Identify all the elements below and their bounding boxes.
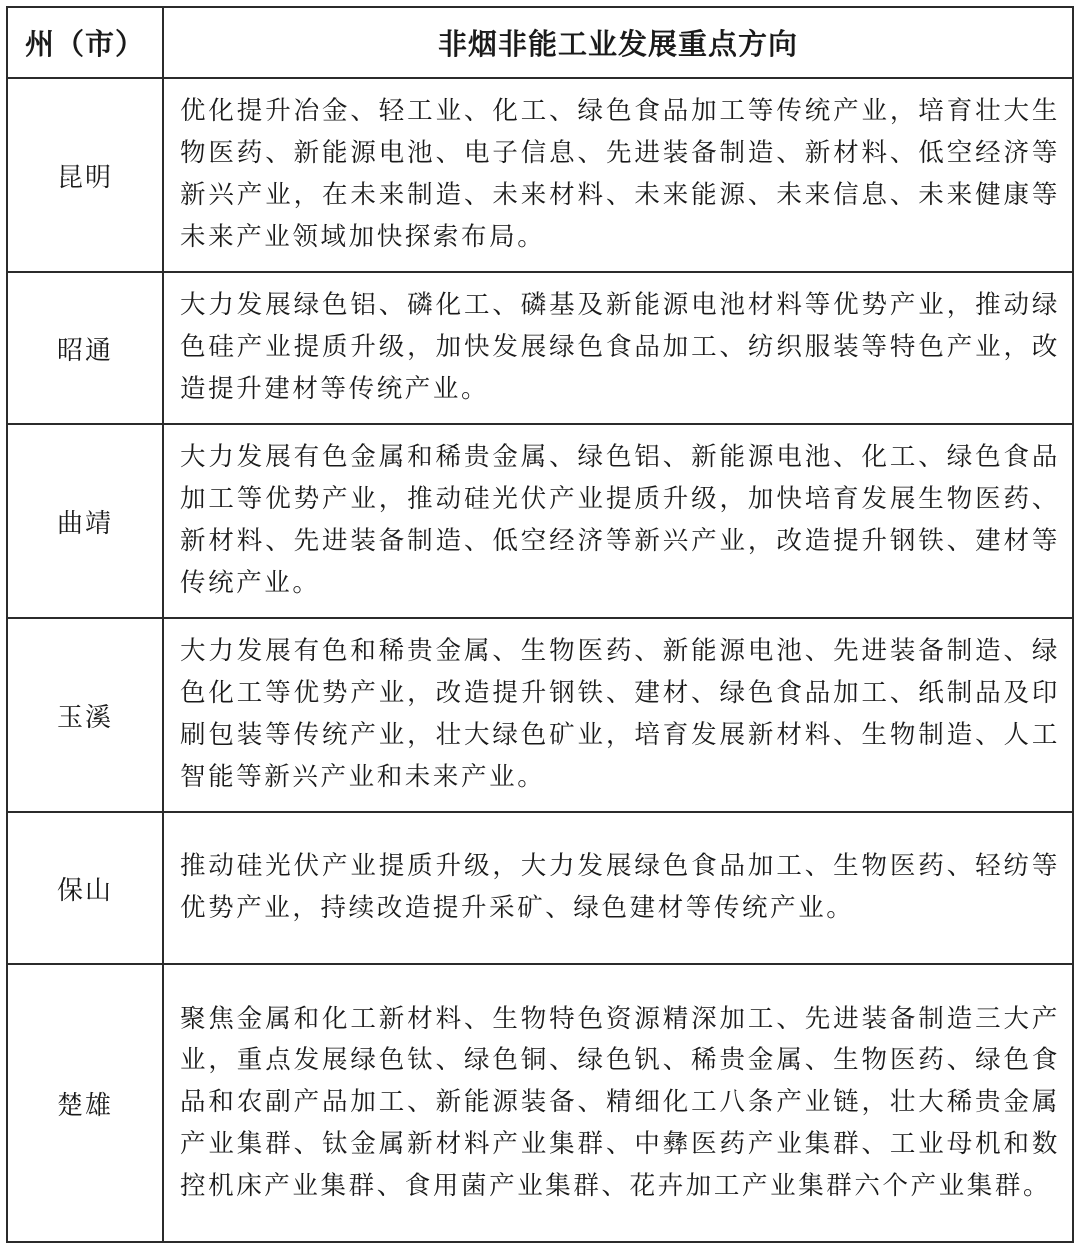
region-cell: 楚雄 bbox=[7, 964, 163, 1242]
header-region: 州（市） bbox=[7, 7, 163, 78]
direction-cell: 大力发展有色金属和稀贵金属、绿色铝、新能源电池、化工、绿色食品加工等优势产业，推动硅光伏产业提质升级，加快培育发展生物医药、新材料、先进装备制造、低空经济等新兴产业，改造提升钢铁、建材等传统产业。 bbox=[163, 424, 1073, 618]
table-row bbox=[7, 618, 1073, 812]
direction-cell: 大力发展绿色铝、磷化工、磷基及新能源电池材料等优势产业，推动绿色硅产业提质升级，加快发展绿色食品加工、纺织服装等特色产业，改造提升建材等传统产业。 bbox=[163, 272, 1073, 424]
direction-cell: 推动硅光伏产业提质升级，大力发展绿色食品加工、生物医药、轻纺等优势产业，持续改造提升采矿、绿色建材等传统产业。 bbox=[163, 812, 1073, 964]
direction-cell: 大力发展有色和稀贵金属、生物医药、新能源电池、先进装备制造、绿色化工等优势产业，改造提升钢铁、建材、绿色食品加工、纸制品及印刷包装等传统产业，壮大绿色矿业，培育发展新材料、生物制造、人工智能等新兴产业和未来产业。 bbox=[163, 618, 1073, 812]
region-cell: 曲靖 bbox=[7, 424, 163, 618]
direction-cell: 优化提升冶金、轻工业、化工、绿色食品加工等传统产业，培育壮大生物医药、新能源电池、电子信息、先进装备制造、新材料、低空经济等新兴产业，在未来制造、未来材料、未来能源、未来信息、未来健康等未来产业领域加快探索布局。 bbox=[163, 78, 1073, 272]
industry-direction-table bbox=[6, 6, 1074, 1243]
table-row bbox=[7, 272, 1073, 424]
region-cell: 保山 bbox=[7, 812, 163, 964]
table-row bbox=[7, 424, 1073, 618]
region-cell: 昭通 bbox=[7, 272, 163, 424]
direction-cell: 聚焦金属和化工新材料、生物特色资源精深加工、先进装备制造三大产业，重点发展绿色钛、绿色铜、绿色钒、稀贵金属、生物医药、绿色食品和农副产品加工、新能源装备、精细化工八条产业链，壮大稀贵金属产业集群、钛金属新材料产业集群、中彝医药产业集群、工业母机和数控机床产业集群、食用菌产业集群、花卉加工产业集群六个产业集群。 bbox=[163, 964, 1073, 1242]
region-cell: 玉溪 bbox=[7, 618, 163, 812]
table-row bbox=[7, 78, 1073, 272]
table-row bbox=[7, 812, 1073, 964]
table-row bbox=[7, 964, 1073, 1242]
table-header-row bbox=[7, 7, 1073, 78]
header-direction: 非烟非能工业发展重点方向 bbox=[163, 7, 1073, 78]
region-cell: 昆明 bbox=[7, 78, 163, 272]
